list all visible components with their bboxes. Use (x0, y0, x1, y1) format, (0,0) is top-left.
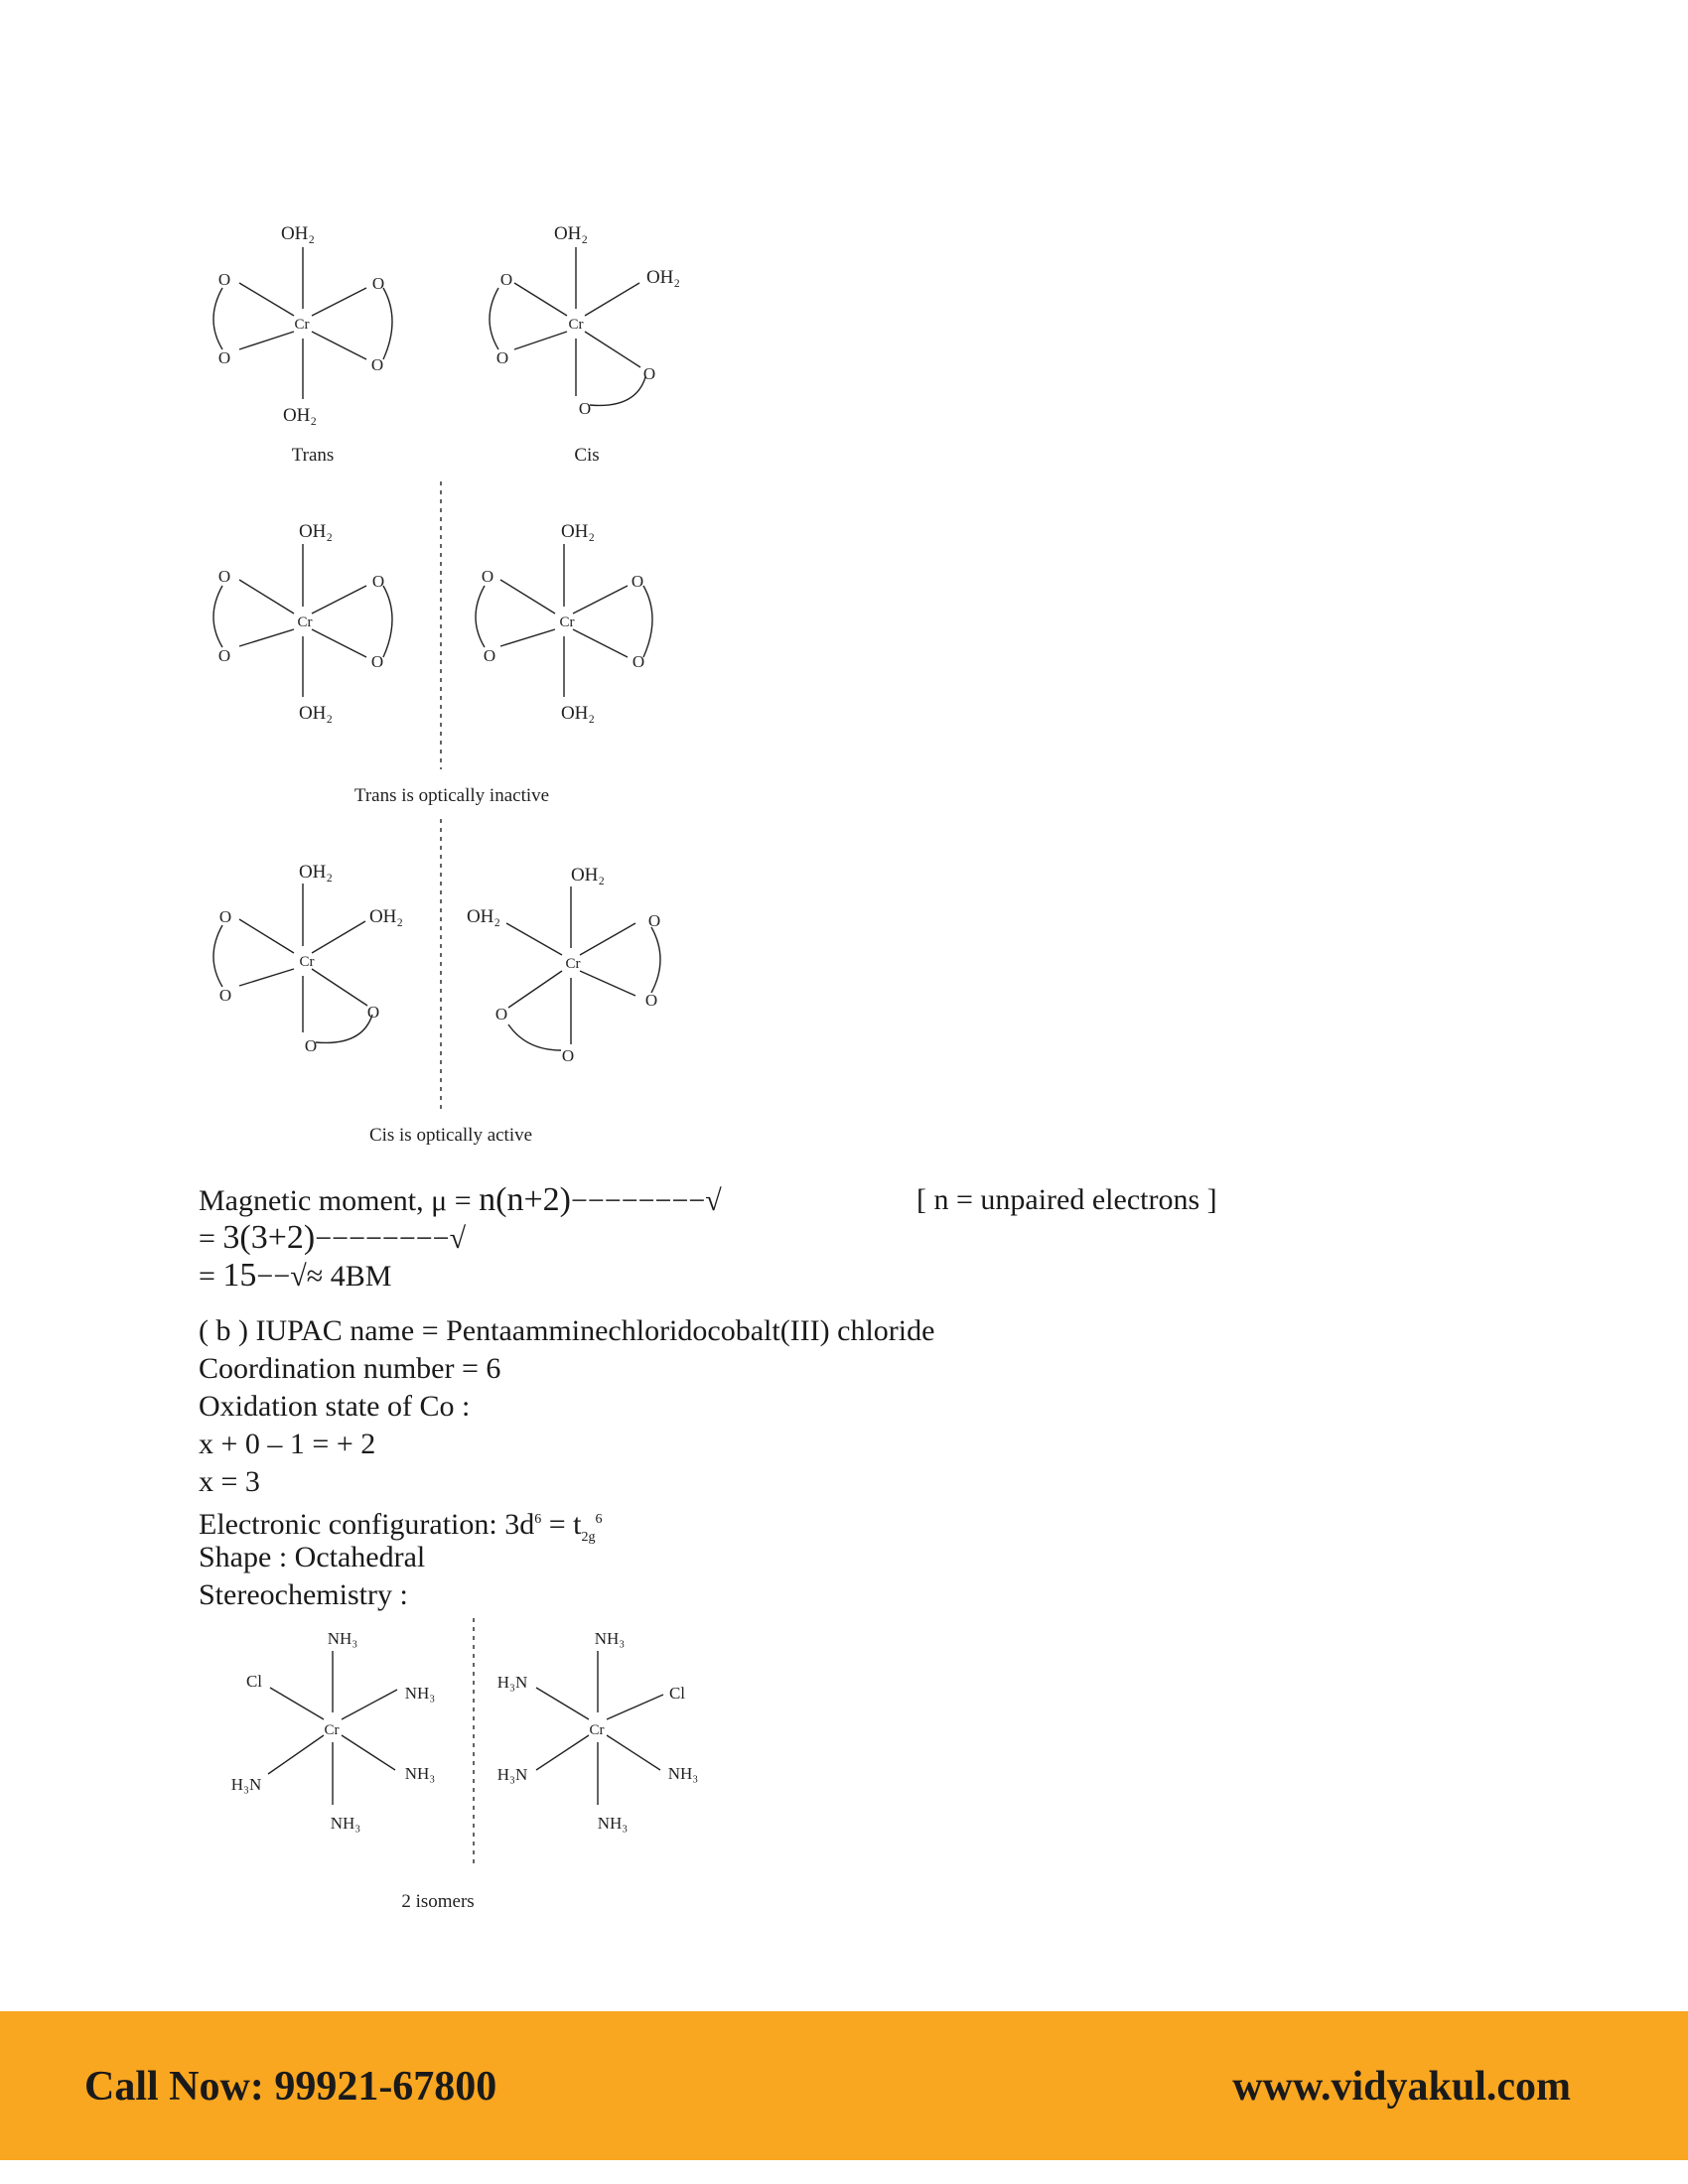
atom-label: O (366, 1003, 380, 1022)
atom-label: OH₂ (282, 405, 318, 426)
atom-label: O (494, 1005, 508, 1024)
oxidation-equation: x + 0 – 1 = + 2 (199, 1428, 376, 1460)
config-eq: = t (541, 1508, 582, 1541)
atom-label: OH₂ (298, 521, 334, 542)
atom-label: OH₂ (368, 906, 404, 927)
unpaired-electrons-note: [ n = unpaired electrons ] (916, 1183, 1217, 1216)
atom-label: OH₂ (560, 703, 596, 724)
atom-label: H₃N (230, 1775, 262, 1794)
atom-label: Cr (299, 954, 315, 970)
eq-prefix: = (199, 1260, 223, 1293)
atom-label: O (218, 986, 232, 1005)
oxidation-heading: Oxidation state of Co : (199, 1390, 471, 1423)
cis-mirror-right (467, 865, 660, 1065)
isomers-caption: 2 isomers (401, 1891, 475, 1912)
atom-label: Cr (568, 317, 584, 333)
atom-label: NH₃ (667, 1764, 699, 1783)
atom-label: O (642, 364, 656, 383)
step2-result: ≈ 4BM (306, 1260, 392, 1293)
trans-mirror-left (213, 521, 392, 724)
atom-label: NH₃ (594, 1629, 626, 1648)
call-now-text: Call Now: 99921-67800 (84, 2064, 497, 2110)
atom-label: O (499, 270, 513, 289)
ammine-isomer-left (231, 1629, 436, 1833)
step1-formula: 3(3+2) (222, 1219, 316, 1256)
stereochemistry-heading: Stereochemistry : (199, 1578, 408, 1611)
step2-formula: 15 (222, 1257, 257, 1294)
mm-step-2 (199, 1257, 391, 1296)
mm-formula: n(n+2) (479, 1181, 571, 1218)
atom-label: O (578, 399, 592, 418)
atom-label: O (561, 1046, 575, 1065)
atom-label: O (218, 907, 232, 926)
step2-root-bar: −−√ (256, 1260, 307, 1293)
atom-label: NH₃ (404, 1684, 436, 1703)
atom-label: O (217, 270, 231, 289)
atom-label: O (370, 355, 384, 374)
atom-label: NH₃ (597, 1814, 629, 1833)
mm-label: Magnetic moment, μ = (199, 1184, 480, 1217)
atom-label: O (370, 652, 384, 671)
atom-label: OH₂ (645, 267, 681, 288)
atom-label: O (495, 348, 509, 367)
atom-label: O (632, 652, 645, 671)
atom-label: OH₂ (560, 521, 596, 542)
ammine-isomer-right (497, 1629, 699, 1833)
config-sup2: 6 (595, 1512, 603, 1527)
shape: Shape : Octahedral (199, 1541, 426, 1573)
step1-root-bar: −−−−−−−−√ (315, 1222, 467, 1255)
atom-label: OH₂ (298, 703, 334, 724)
atom-label: O (644, 991, 658, 1010)
eq-prefix: = (199, 1222, 223, 1255)
atom-label: O (217, 646, 231, 665)
config-sup: 6 (534, 1512, 542, 1527)
config-sub: 2g (581, 1530, 596, 1545)
atom-label: O (217, 348, 231, 367)
atom-label: Cr (559, 614, 575, 630)
atom-label: OH₂ (466, 906, 501, 927)
mm-step-1 (199, 1219, 466, 1258)
footer-banner (0, 2011, 1688, 2160)
config-label: Electronic configuration: 3d (199, 1508, 535, 1541)
atom-label: O (371, 274, 385, 293)
atom-label: Cr (589, 1722, 605, 1738)
trans-mirror-right (476, 521, 652, 724)
atom-label: O (631, 572, 644, 591)
iupac-name: ( b ) IUPAC name = Pentaamminechloridocobalt(III) chloride (199, 1314, 935, 1347)
cis-label: Cis (574, 445, 600, 466)
atom-label: O (371, 572, 385, 591)
trans-label: Trans (291, 445, 335, 466)
atom-label: NH₃ (404, 1764, 436, 1783)
atom-label: NH₃ (330, 1814, 361, 1833)
coordination-number: Coordination number = 6 (199, 1352, 501, 1385)
atom-label: OH₂ (553, 223, 589, 244)
atom-label: O (217, 567, 231, 586)
atom-label: Cr (565, 956, 581, 972)
atom-label: Cl (668, 1684, 686, 1703)
atom-label: OH₂ (280, 223, 316, 244)
atom-label: H₃N (496, 1765, 528, 1784)
atom-label: NH₃ (327, 1629, 358, 1648)
mm-root-bar: −−−−−−−−√ (570, 1184, 722, 1217)
atom-label: O (483, 646, 496, 665)
trans-isomer-structure (213, 223, 392, 426)
atom-label: O (647, 911, 661, 930)
cis-caption: Cis is optically active (368, 1125, 533, 1146)
cis-mirror-left (213, 862, 403, 1055)
atom-label: OH₂ (570, 865, 606, 886)
atom-label: H₃N (496, 1673, 528, 1692)
atom-label: Cl (245, 1672, 263, 1691)
atom-label: O (481, 567, 494, 586)
atom-label: OH₂ (298, 862, 334, 883)
atom-label: Cr (324, 1722, 340, 1738)
oxidation-result: x = 3 (199, 1465, 260, 1498)
atom-label: O (304, 1036, 318, 1055)
atom-label: Cr (297, 614, 313, 630)
magnetic-moment-line (199, 1181, 722, 1220)
website-link[interactable]: www.vidyakul.com (1232, 2064, 1571, 2110)
trans-caption: Trans is optically inactive (353, 785, 550, 806)
cis-isomer-structure (490, 223, 680, 418)
atom-label: Cr (294, 317, 310, 333)
